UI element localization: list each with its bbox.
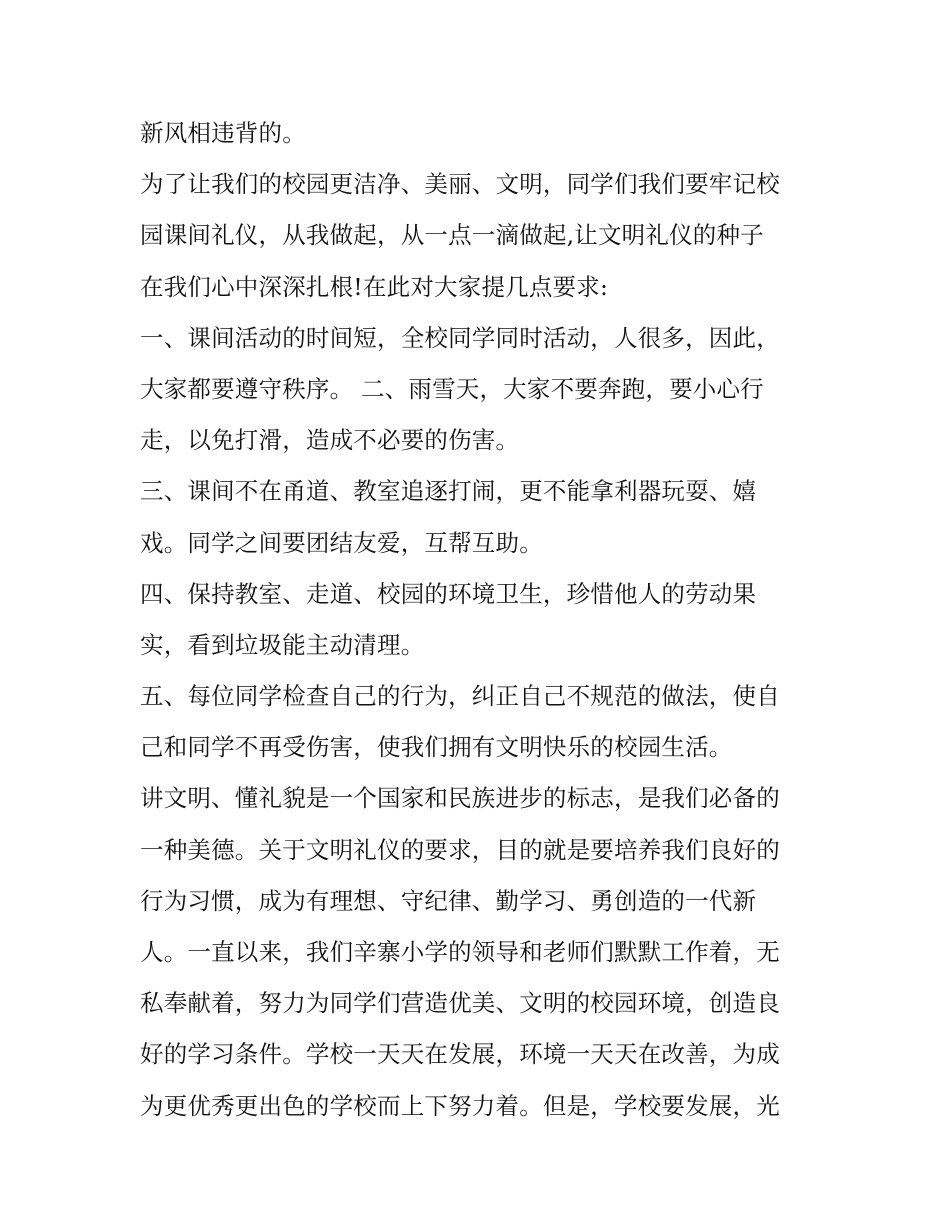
text-line: 三、课间不在甬道、教室追逐打闹，更不能拿利器玩耍、嬉 [140, 477, 757, 506]
text-line: 讲文明、懂礼貌是一个国家和民族进步的标志，是我们必备的 [140, 784, 780, 813]
text-line: 人。一直以来，我们辛寨小学的领导和老师们默默工作着，无 [140, 938, 780, 966]
text-line: 己和同学不再受伤害，使我们拥有文明快乐的校园生活。 [140, 733, 733, 762]
text-line: 新风相违背的。 [140, 119, 306, 147]
body-text [140, 108, 820, 1132]
text-line: 好的学习条件。学校一天天在发展，环境一天天在改善，为成 [140, 1040, 780, 1069]
text-line: 大家都要遵守秩序。 二、雨雪天，大家不要奔跑，要小心行 [140, 374, 764, 403]
text-line: 戏。同学之间要团结友爱，互帮互助。 [140, 528, 543, 557]
text-line: 走，以免打滑，造成不必要的伤害。 [140, 426, 520, 455]
text-line: 为了让我们的校园更洁净、美丽、文明，同学们我们要牢记校 [140, 170, 780, 199]
text-line: 行为习惯，成为有理想、守纪律、勤学习、勇创造的一代新 [140, 886, 757, 915]
text-line: 一种美德。关于文明礼仪的要求，目的就是要培养我们良好的 [140, 835, 780, 864]
text-line: 为更优秀更出色的学校而上下努力着。但是，学校要发展，光 [140, 1091, 780, 1120]
text-line: 四、保持教室、走道、校园的环境卫生，珍惜他人的劳动果 [140, 579, 757, 608]
text-line: 实，看到垃圾能主动清理。 [140, 630, 425, 659]
text-line: 在我们心中深深扎根!在此对大家提几点要求: [140, 272, 609, 301]
text-line: 一、课间活动的时间短，全校同学同时活动，人很多，因此， [140, 323, 780, 352]
text-line: 五、每位同学检查自己的行为，纠正自己不规范的做法，使自 [140, 682, 780, 711]
text-line: 园课间礼仪，从我做起，从一点一滴做起,让文明礼仪的种子 [140, 221, 764, 250]
text-line: 私奉献着，努力为同学们营造优美、文明的校园环境，创造良 [140, 989, 780, 1018]
